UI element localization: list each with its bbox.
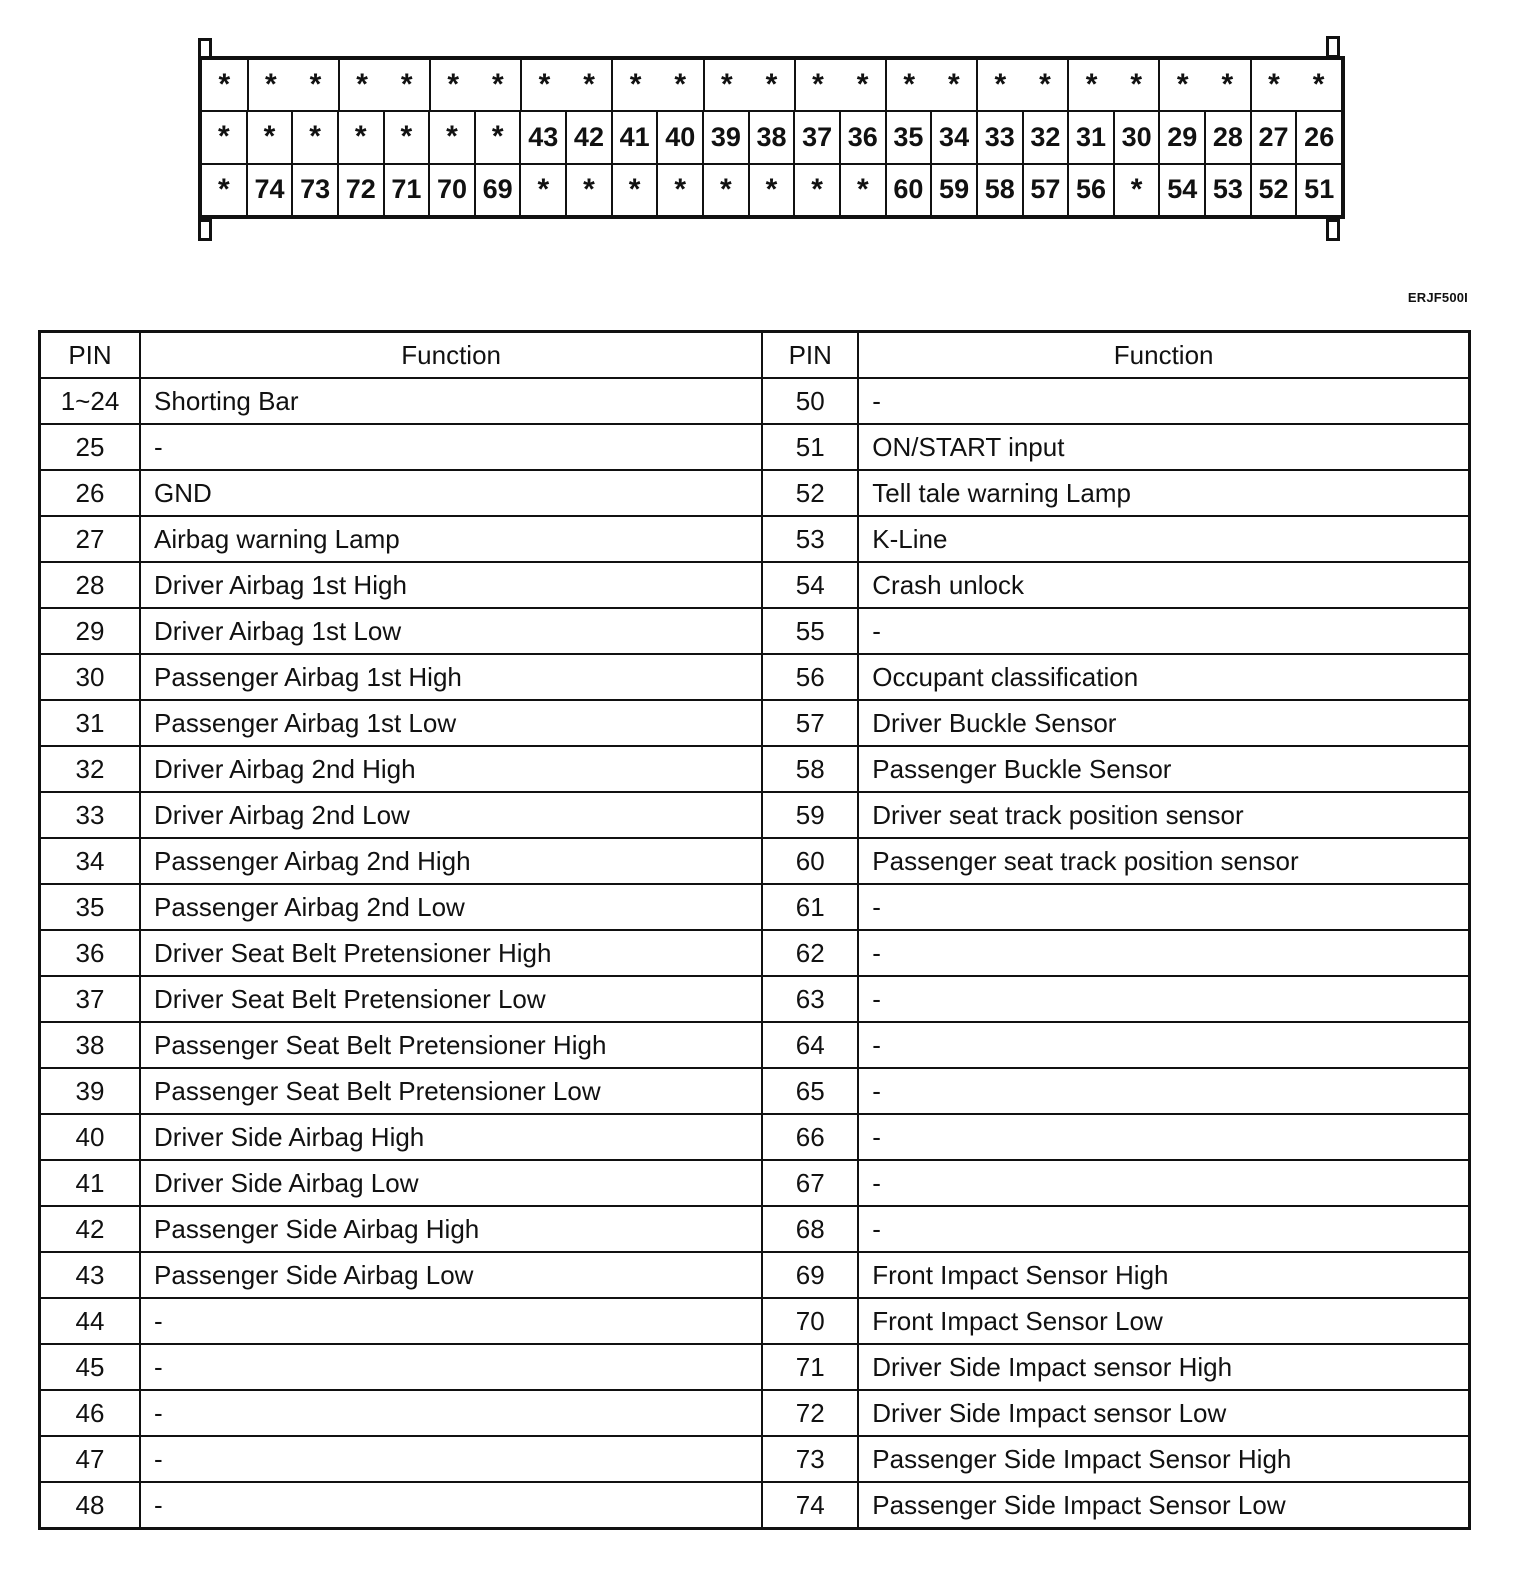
cell-pin-right: 61 [762, 884, 858, 930]
cell-function-left: Passenger Side Airbag High [140, 1206, 762, 1252]
connector-pin: * [217, 172, 230, 206]
cell-function-left: Passenger Airbag 1st High [140, 654, 762, 700]
connector-pin: 42 [565, 112, 611, 162]
table-row [40, 1206, 1470, 1252]
connector-pin: 32 [1022, 112, 1068, 162]
cell-pin-left: 47 [40, 1436, 141, 1482]
table-row [40, 654, 1470, 700]
connector-pin: 26 [1295, 112, 1341, 162]
connector-pin: 52 [1250, 165, 1296, 215]
connector-pin: * [611, 60, 658, 110]
cell-pin-left: 36 [40, 930, 141, 976]
connector-pin: 73 [291, 165, 337, 215]
cell-function-left: Passenger Seat Belt Pretensioner Low [140, 1068, 762, 1114]
cell-function-right: Driver Side Impact sensor High [858, 1344, 1469, 1390]
connector-pin: * [583, 68, 595, 102]
connector-pin: * [674, 68, 687, 102]
cell-function-right: Passenger seat track position sensor [858, 838, 1469, 884]
connector-pin: 27 [1250, 112, 1296, 162]
cell-function-right: - [858, 930, 1469, 976]
cell-pin-left: 34 [40, 838, 141, 884]
cell-function-left: Driver Side Airbag High [140, 1114, 762, 1160]
cell-function-right: Driver Side Impact sensor Low [858, 1390, 1469, 1436]
cell-pin-left: 33 [40, 792, 141, 838]
connector-pin: 28 [1204, 112, 1250, 162]
connector-pin: * [794, 60, 841, 110]
connector-pin: * [856, 68, 869, 102]
cell-function-right: - [858, 884, 1469, 930]
figure-id: ERJF500I [1407, 290, 1468, 305]
cell-pin-right: 72 [762, 1390, 858, 1436]
connector-pin: * [702, 165, 748, 215]
cell-function-left: Passenger Airbag 2nd High [140, 838, 762, 884]
connector-pin: 41 [611, 112, 657, 162]
table-row [40, 1252, 1470, 1298]
cell-pin-right: 53 [762, 516, 858, 562]
cell-function-right: Front Impact Sensor High [858, 1252, 1469, 1298]
table-row [40, 562, 1470, 608]
connector-pin: 30 [1113, 112, 1159, 162]
connector-pin: 72 [337, 165, 383, 215]
connector-pin: * [976, 60, 1023, 110]
connector-pin: 53 [1204, 165, 1250, 215]
cell-function-right: Occupant classification [858, 654, 1469, 700]
connector-pin: * [565, 165, 611, 215]
cell-pin-right: 68 [762, 1206, 858, 1252]
connector-pin: * [1221, 68, 1234, 102]
cell-pin-left: 25 [40, 424, 141, 470]
connector-pin: 29 [1158, 112, 1204, 162]
cell-function-right: - [858, 1160, 1469, 1206]
connector-pin: * [656, 165, 702, 215]
connector-pin: 36 [839, 112, 885, 162]
connector-pin: * [611, 165, 657, 215]
cell-function-left: - [140, 1298, 762, 1344]
cell-pin-right: 59 [762, 792, 858, 838]
cell-pin-left: 31 [40, 700, 141, 746]
connector-pin: 58 [976, 165, 1022, 215]
connector-pin: * [703, 60, 750, 110]
cell-pin-right: 56 [762, 654, 858, 700]
cell-function-right: - [858, 1114, 1469, 1160]
cell-function-right: Crash unlock [858, 562, 1469, 608]
connector-diagram [198, 56, 1345, 219]
connector-pin: * [246, 112, 292, 162]
cell-pin-right: 62 [762, 930, 858, 976]
cell-function-right: - [858, 378, 1469, 424]
connector-pin: * [1250, 60, 1297, 110]
cell-function-left: Passenger Airbag 2nd Low [140, 884, 762, 930]
cell-function-right: - [858, 1022, 1469, 1068]
connector-pin: * [839, 165, 885, 215]
table-row [40, 700, 1470, 746]
cell-pin-left: 37 [40, 976, 141, 1022]
pin-function-table [38, 330, 1471, 1530]
cell-function-left: Shorting Bar [140, 378, 762, 424]
cell-function-left: Driver Seat Belt Pretensioner Low [140, 976, 762, 1022]
cell-pin-right: 50 [762, 378, 858, 424]
connector-pin: * [338, 60, 385, 110]
cell-function-right: Passenger Buckle Sensor [858, 746, 1469, 792]
connector-pin: * [520, 60, 567, 110]
cell-pin-right: 52 [762, 470, 858, 516]
cell-pin-left: 35 [40, 884, 141, 930]
cell-pin-right: 71 [762, 1344, 858, 1390]
cell-function-left: Driver Airbag 1st Low [140, 608, 762, 654]
connector-pin: * [400, 68, 413, 102]
cell-function-left: Driver Airbag 2nd Low [140, 792, 762, 838]
connector-pin: * [247, 60, 294, 110]
cell-pin-right: 51 [762, 424, 858, 470]
connector-pin: 39 [702, 112, 748, 162]
cell-pin-right: 58 [762, 746, 858, 792]
cell-pin-left: 32 [40, 746, 141, 792]
cell-pin-left: 41 [40, 1160, 141, 1206]
cell-function-left: Passenger Seat Belt Pretensioner High [140, 1022, 762, 1068]
cell-pin-right: 57 [762, 700, 858, 746]
cell-function-right: Driver Buckle Sensor [858, 700, 1469, 746]
table-row [40, 470, 1470, 516]
cell-function-left: Driver Side Airbag Low [140, 1160, 762, 1206]
table-row [40, 746, 1470, 792]
connector-pin: 35 [885, 112, 931, 162]
connector-pin: 70 [428, 165, 474, 215]
cell-pin-right: 73 [762, 1436, 858, 1482]
connector-pin: * [947, 68, 960, 102]
cell-function-left: Driver Airbag 2nd High [140, 746, 762, 792]
cell-pin-left: 30 [40, 654, 141, 700]
table-row [40, 1160, 1470, 1206]
table-row [40, 930, 1470, 976]
connector-pin: 40 [656, 112, 702, 162]
connector-row-middle [202, 110, 1341, 162]
cell-pin-right: 67 [762, 1160, 858, 1206]
table-row [40, 1022, 1470, 1068]
table-row [40, 1068, 1470, 1114]
connector-pin: 56 [1067, 165, 1113, 215]
connector-row-top [202, 60, 1341, 110]
cell-pin-right: 74 [762, 1482, 858, 1529]
table-row [40, 1114, 1470, 1160]
connector-pin: * [1067, 60, 1114, 110]
cell-pin-right: 60 [762, 838, 858, 884]
connector-pin: 43 [519, 112, 565, 162]
cell-function-right: - [858, 1068, 1469, 1114]
cell-pin-left: 40 [40, 1114, 141, 1160]
cell-pin-left: 26 [40, 470, 141, 516]
cell-function-left: Airbag warning Lamp [140, 516, 762, 562]
cell-pin-right: 70 [762, 1298, 858, 1344]
connector-pin: * [218, 68, 231, 102]
connector-pin: * [1039, 68, 1051, 102]
connector-pin: 54 [1158, 165, 1204, 215]
table-row [40, 1344, 1470, 1390]
cell-pin-right: 55 [762, 608, 858, 654]
cell-function-right: Passenger Side Impact Sensor Low [858, 1482, 1469, 1529]
cell-function-left: - [140, 1436, 762, 1482]
cell-pin-left: 29 [40, 608, 141, 654]
cell-function-left: - [140, 1344, 762, 1390]
header-function-right: Function [858, 332, 1469, 379]
cell-pin-left: 48 [40, 1482, 141, 1529]
cell-function-right: Tell tale warning Lamp [858, 470, 1469, 516]
cell-function-left: - [140, 1390, 762, 1436]
cell-pin-left: 45 [40, 1344, 141, 1390]
connector-pin: * [337, 112, 383, 162]
cell-pin-left: 27 [40, 516, 141, 562]
connector-pin: * [519, 165, 565, 215]
cell-function-right: - [858, 976, 1469, 1022]
cell-pin-left: 42 [40, 1206, 141, 1252]
connector-pin: * [1130, 68, 1143, 102]
cell-pin-left: 1~24 [40, 378, 141, 424]
header-pin-left: PIN [40, 332, 141, 379]
table-row [40, 884, 1470, 930]
connector-pin: * [765, 68, 778, 102]
connector-pin: * [1113, 165, 1159, 215]
connector-pin: 74 [246, 165, 292, 215]
table-row [40, 838, 1470, 884]
cell-function-left: Passenger Side Airbag Low [140, 1252, 762, 1298]
table-row [40, 976, 1470, 1022]
connector-pin: * [492, 68, 504, 102]
cell-pin-left: 39 [40, 1068, 141, 1114]
cell-function-right: Passenger Side Impact Sensor High [858, 1436, 1469, 1482]
cell-function-right: - [858, 1206, 1469, 1252]
table-row [40, 1298, 1470, 1344]
connector-pin: * [217, 120, 230, 154]
table-row [40, 1390, 1470, 1436]
cell-pin-right: 66 [762, 1114, 858, 1160]
connector-pin: 69 [474, 165, 520, 215]
table-row [40, 516, 1470, 562]
connector-pin: * [429, 60, 476, 110]
cell-function-right: Front Impact Sensor Low [858, 1298, 1469, 1344]
cell-function-left: Driver Seat Belt Pretensioner High [140, 930, 762, 976]
connector-pin: * [474, 112, 520, 162]
table-row [40, 1436, 1470, 1482]
cell-function-left: Passenger Airbag 1st Low [140, 700, 762, 746]
connector-pin: * [1158, 60, 1205, 110]
table-header-row [40, 332, 1470, 379]
cell-pin-left: 38 [40, 1022, 141, 1068]
connector-latch-bottom-right [1326, 219, 1340, 241]
connector-pin: 59 [930, 165, 976, 215]
cell-pin-right: 64 [762, 1022, 858, 1068]
connector-pin: * [748, 165, 794, 215]
connector-row-bottom [202, 163, 1341, 215]
connector-pin: 37 [793, 112, 839, 162]
header-function-left: Function [140, 332, 762, 379]
cell-pin-right: 54 [762, 562, 858, 608]
table-row [40, 1482, 1470, 1529]
cell-function-left: Driver Airbag 1st High [140, 562, 762, 608]
cell-pin-right: 63 [762, 976, 858, 1022]
connector-pin: * [1312, 68, 1325, 102]
cell-pin-left: 43 [40, 1252, 141, 1298]
connector-pin: * [885, 60, 932, 110]
cell-function-right: Driver seat track position sensor [858, 792, 1469, 838]
table-row [40, 608, 1470, 654]
connector-pin: 60 [885, 165, 931, 215]
connector-pin: * [291, 112, 337, 162]
cell-function-left: - [140, 1482, 762, 1529]
connector-pin: * [793, 165, 839, 215]
header-pin-right: PIN [762, 332, 858, 379]
cell-function-left: GND [140, 470, 762, 516]
table-row [40, 378, 1470, 424]
cell-pin-left: 28 [40, 562, 141, 608]
connector-latch-top-right [1326, 36, 1340, 58]
connector-pin: 51 [1295, 165, 1341, 215]
connector-pin: * [428, 112, 474, 162]
connector-pin: 71 [383, 165, 429, 215]
cell-function-right: - [858, 608, 1469, 654]
cell-pin-right: 65 [762, 1068, 858, 1114]
cell-function-right: K-Line [858, 516, 1469, 562]
connector-pin: 57 [1022, 165, 1068, 215]
cell-pin-left: 44 [40, 1298, 141, 1344]
connector-latch-bottom-left [198, 219, 212, 241]
connector-pin: 38 [748, 112, 794, 162]
table-row [40, 792, 1470, 838]
cell-function-right: ON/START input [858, 424, 1469, 470]
connector-pin: 33 [976, 112, 1022, 162]
table-row [40, 424, 1470, 470]
connector-pin: 31 [1067, 112, 1113, 162]
cell-pin-left: 46 [40, 1390, 141, 1436]
cell-pin-right: 69 [762, 1252, 858, 1298]
connector-pin: * [309, 68, 322, 102]
cell-function-left: - [140, 424, 762, 470]
connector-pin: 34 [930, 112, 976, 162]
connector-pin: * [383, 112, 429, 162]
